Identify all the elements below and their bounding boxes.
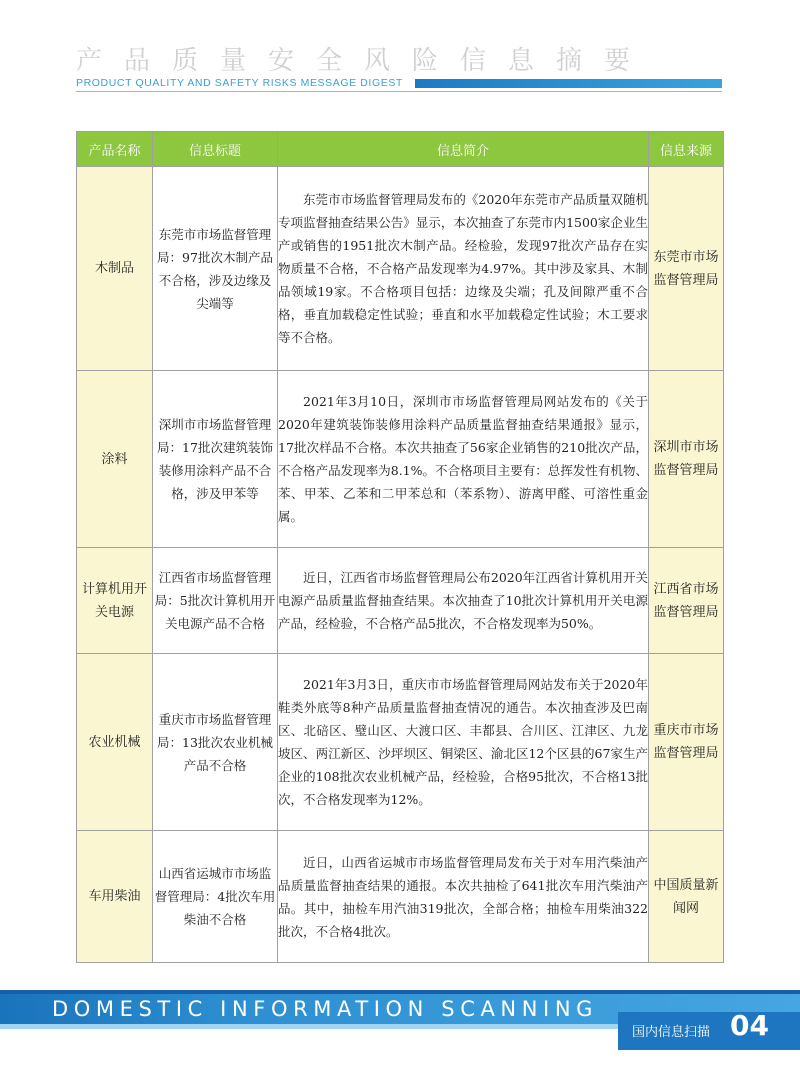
info-source-cell: 东莞市市场监督管理局 — [649, 167, 724, 371]
page-number: 04 — [730, 1009, 769, 1042]
table-row — [77, 548, 724, 654]
info-title-cell: 山西省运城市市场监督管理局：4批次车用柴油不合格 — [153, 831, 278, 963]
info-title-cell: 重庆市市场监督管理局：13批次农业机械产品不合格 — [153, 654, 278, 831]
product-name-cell: 计算机用开关电源 — [77, 548, 153, 654]
info-summary-cell: 近日，江西省市场监督管理局公布2020年江西省计算机用开关电源产品质量监督抽查结果。本次抽查了10批次计算机用开关电源产品，经检验，不合格产品5批次，不合格发现率为50%。 — [278, 548, 649, 654]
info-source-cell: 重庆市市场监督管理局 — [649, 654, 724, 831]
table-row — [77, 167, 724, 371]
col-header-title: 信息标题 — [153, 132, 278, 167]
product-name-cell: 木制品 — [77, 167, 153, 371]
header-title-en: PRODUCT QUALITY AND SAFETY RISKS MESSAGE DIGEST — [76, 77, 403, 89]
info-table — [76, 131, 724, 963]
info-source-cell: 深圳市市场监督管理局 — [649, 371, 724, 548]
col-header-source: 信息来源 — [649, 132, 724, 167]
info-source-cell: 江西省市场监督管理局 — [649, 548, 724, 654]
table-header-row — [77, 132, 724, 167]
header-divider — [76, 91, 722, 92]
info-summary-cell: 2021年3月3日，重庆市市场监督管理局网站发布关于2020年鞋类外底等8种产品质量监督抽查情况的通告。本次抽查涉及巴南区、北碚区、璧山区、大渡口区、丰都县、合川区、江津区、九龙坡区、两江新区、沙坪坝区、铜梁区、渝北区12个区县的67家生产企业的108批次农业机械产品，经检验，合格95批次，不合格13批次，不合格发现率为12%。 — [278, 654, 649, 831]
info-title-cell: 东莞市市场监督管理局：97批次木制产品不合格，涉及边缘及尖端等 — [153, 167, 278, 371]
info-summary-cell: 2021年3月10日，深圳市市场监督管理局网站发布的《关于2020年建筑装饰装修用涂料产品质量监督抽查结果通报》显示，17批次样品不合格。本次共抽查了56家企业销售的210批次产品，不合格产品发现率为8.1%。不合格项目主要有：总挥发性有机物、苯、甲苯、乙苯和二甲苯总和（苯系物）、游离甲醛、可溶性重金属。 — [278, 371, 649, 548]
col-header-product: 产品名称 — [77, 132, 153, 167]
header-accent-bar — [415, 79, 722, 88]
footer-section-label: 国内信息扫描 — [632, 1025, 711, 1040]
col-header-summary: 信息简介 — [278, 132, 649, 167]
footer-banner-text: DOMESTIC INFORMATION SCANNING — [52, 997, 599, 1021]
info-title-cell: 深圳市市场监督管理局：17批次建筑装饰装修用涂料产品不合格，涉及甲苯等 — [153, 371, 278, 548]
product-name-cell: 涂料 — [77, 371, 153, 548]
table-row — [77, 371, 724, 548]
info-summary-cell: 近日，山西省运城市市场监督管理局发布关于对车用汽柴油产品质量监督抽查结果的通报。本次共抽检了641批次车用汽柴油产品。其中，抽检车用汽油319批次，全部合格；抽检车用柴油322批次，不合格4批次。 — [278, 831, 649, 963]
product-name-cell: 农业机械 — [77, 654, 153, 831]
table-row — [77, 654, 724, 831]
info-title-cell: 江西省市场监督管理局：5批次计算机用开关电源产品不合格 — [153, 548, 278, 654]
product-name-cell: 车用柴油 — [77, 831, 153, 963]
table-row — [77, 831, 724, 963]
header-title-cn: 产品质量安全风险信息摘要 — [76, 46, 653, 76]
info-summary-cell: 东莞市市场监督管理局发布的《2020年东莞市产品质量双随机专项监督抽查结果公告》显示，本次抽查了东莞市内1500家企业生产或销售的1951批次木制产品。经检验，发现97批次产品存在实物质量不合格，不合格产品发现率为4.97%。其中涉及家具、木制品领域19家。不合格项目包括：边缘及尖端；孔及间隙严重不合格，垂直加载稳定性试验；垂直和水平加载稳定性试验；木工要求等不合格。 — [278, 167, 649, 371]
info-source-cell: 中国质量新闻网 — [649, 831, 724, 963]
